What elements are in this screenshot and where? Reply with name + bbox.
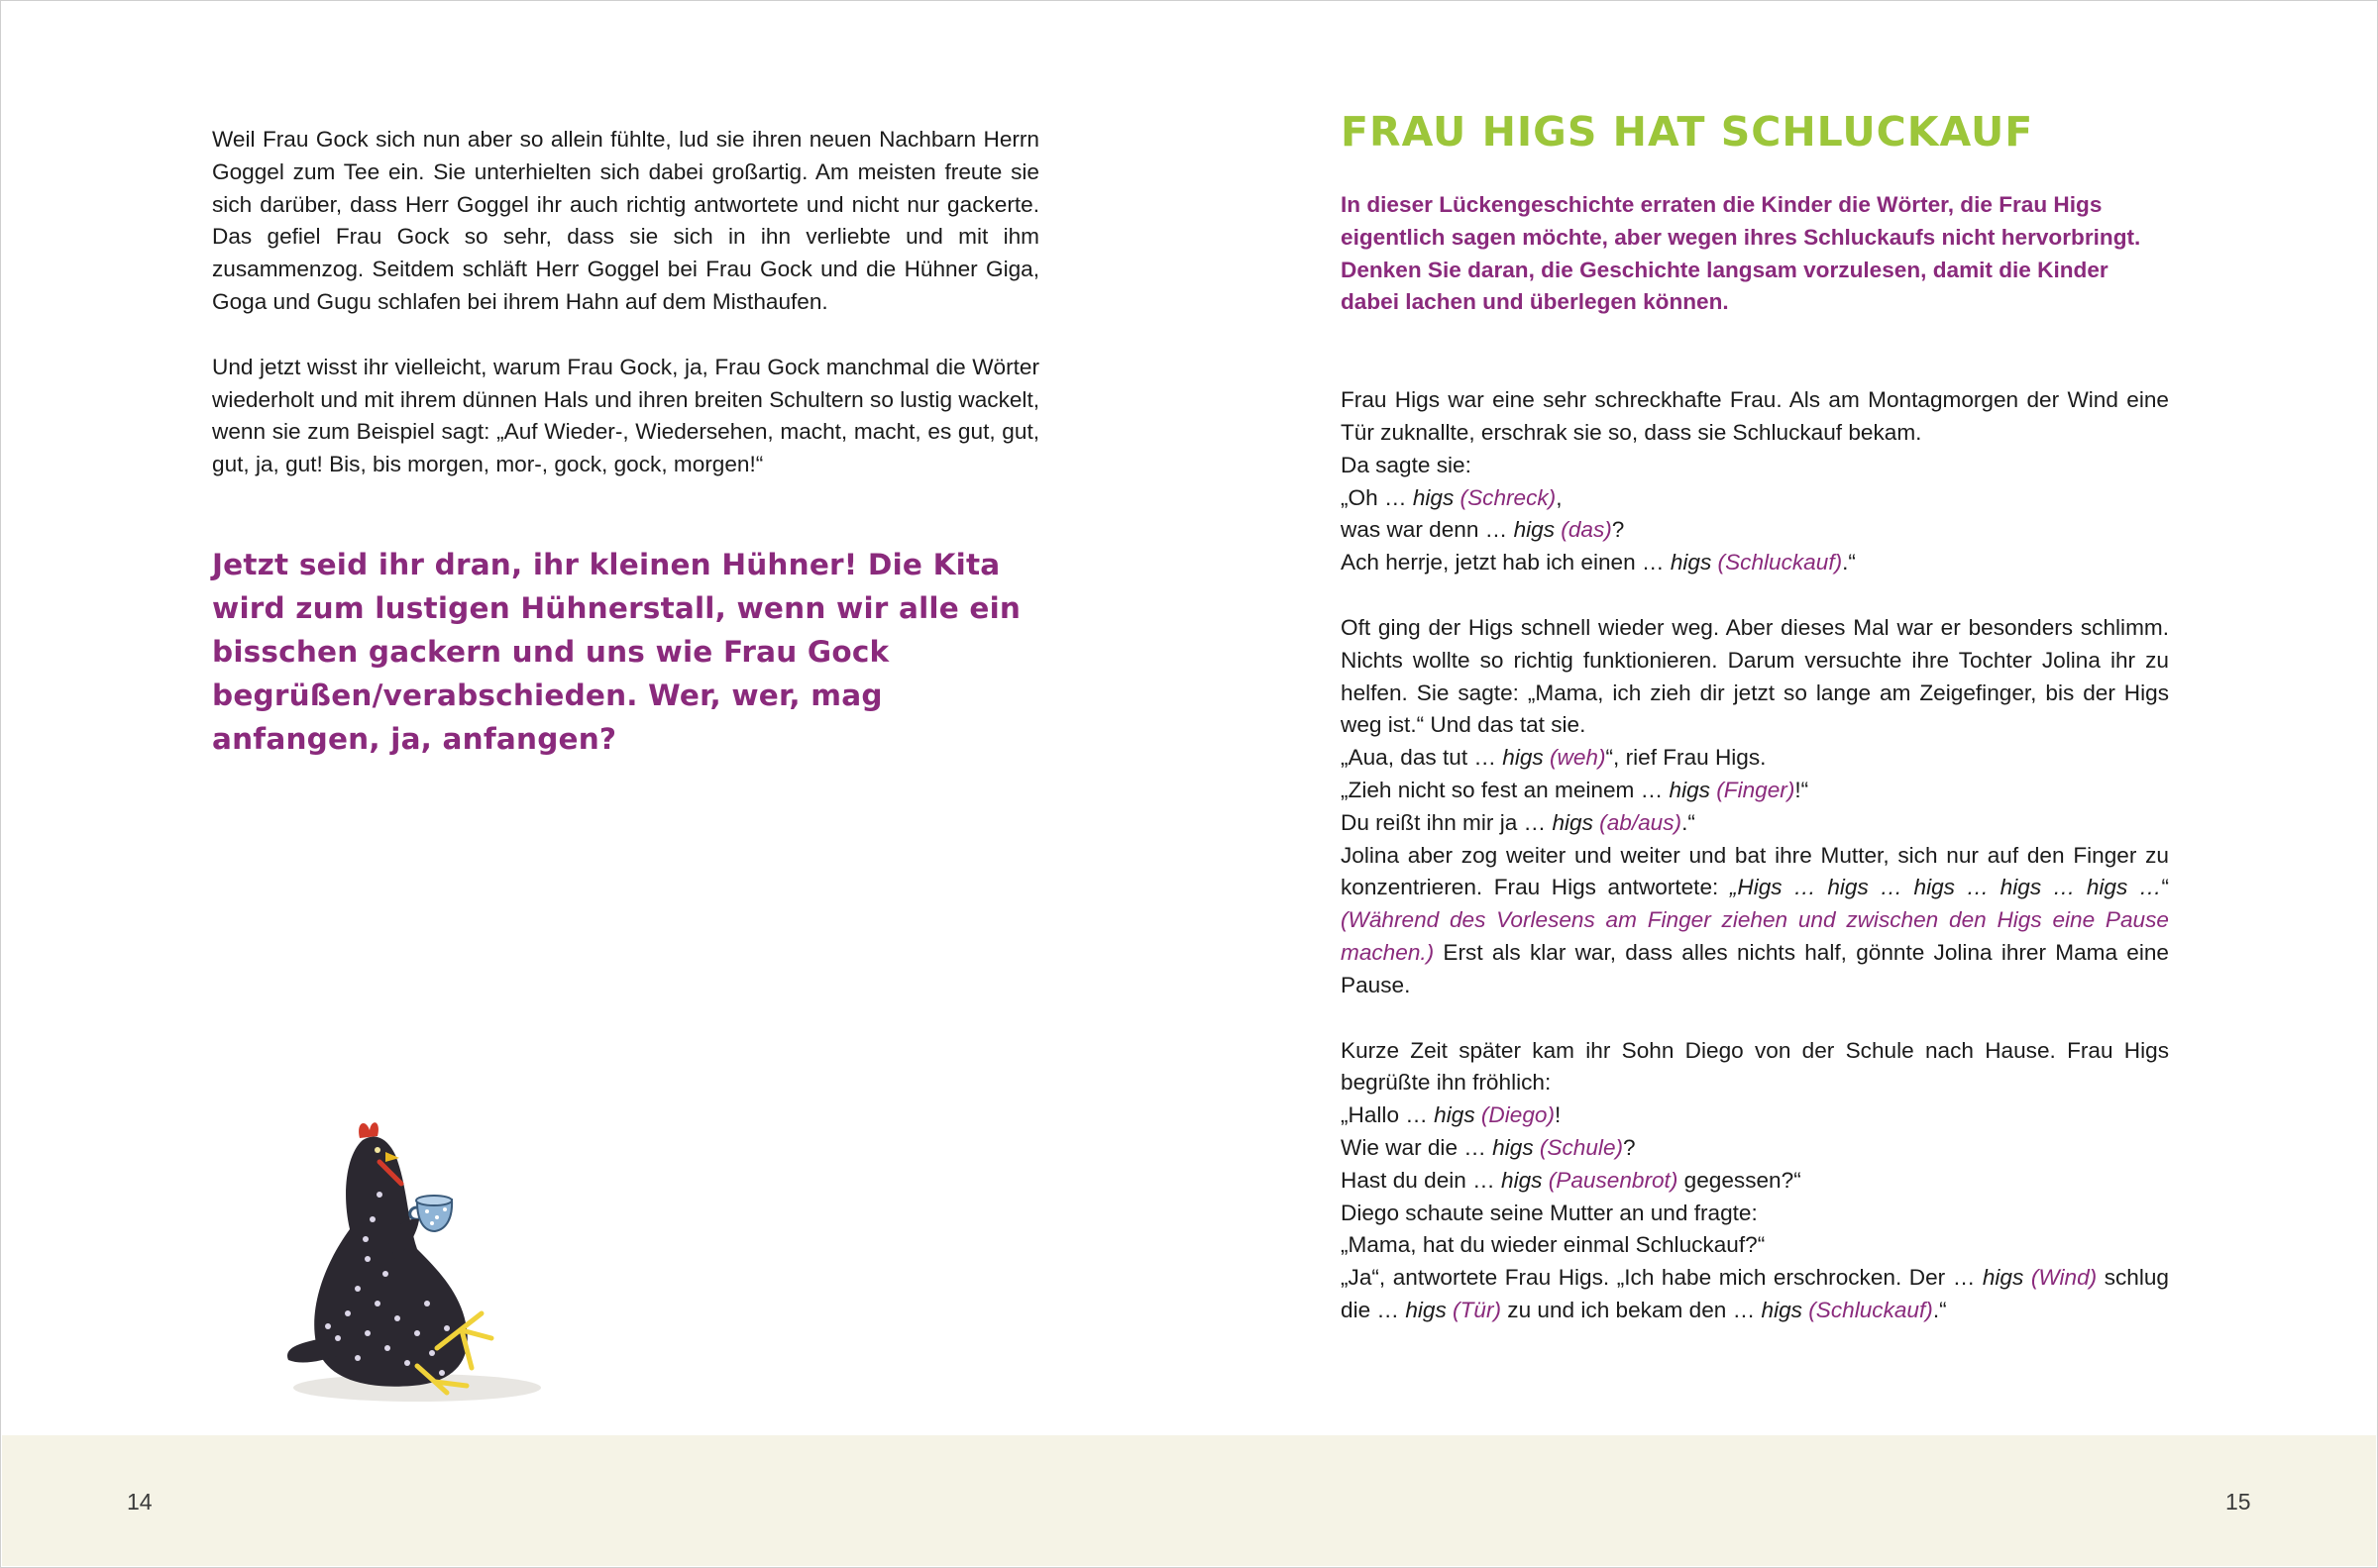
story-intro: In dieser Lückengeschichte erraten die Kinder die Wörter, die Frau Higs eigentlich sagen möchte, aber wegen ihres Schluckaufs nicht hervorbringt. Denken Sie daran, die Geschichte langsam vorzulesen, damit die Kinder dabei lachen und überlegen können. <box>1341 192 2141 315</box>
page-number-right: 15 <box>2225 1489 2251 1515</box>
story-final: „Ja“, antwortete Frau Higs. „Ich habe mich erschrocken. Der … higs (Wind) schlug die … higs (Tür) zu und ich bekam den … higs (Schluckauf).“ <box>1341 1265 2169 1322</box>
callout-kita-activity: Jetzt seid ihr dran, ihr kleinen Hühner! Die Kita wird zum lustigen Hühnerstall, wenn wir alle ein bisschen gackern und uns wie Frau Gock begrüßen/verabschieden. Wer, wer, mag anfangen, ja, anfangen? <box>212 547 1022 756</box>
story-line: was war denn … higs (das)? <box>1341 517 1625 543</box>
story-line: Da sagte sie: <box>1341 452 1471 477</box>
story-line: Ach herrje, jetzt hab ich einen … higs (Schluckauf).“ <box>1341 550 1856 575</box>
story-line: Diego schaute seine Mutter an und fragte: <box>1341 1200 1758 1225</box>
story-paragraph-3: Jolina aber zog weiter und weiter und bat ihre Mutter, sich nur auf den Finger zu konzentrieren. Frau Higs antwortete: „Higs … higs … higs … higs … higs …“ (Während des Vorlesens am Finger ziehen und zwischen den Higs eine Pause machen.) Erst als klar war, dass alles nichts half, gönnte Jolina ihrer Mama eine Pause. <box>1341 842 2169 997</box>
hen-with-teacup-icon <box>269 1100 546 1408</box>
paragraph-frau-gock-words: Und jetzt wisst ihr vielleicht, warum Frau Gock, ja, Frau Gock manchmal die Wörter wiederholt und mit ihrem dünnen Hals und ihren breiten Schultern so lustig wackelt, wenn sie zum Beispiel sagt: „Auf Wieder-, Wiedersehen, macht, macht, es gut, gut, gut, ja, gut! Bis, bis morgen, mor-, gock, gock, morgen!“ <box>212 354 1039 477</box>
story-line: „Zieh nicht so fest an meinem … higs (Finger)!“ <box>1341 777 1809 802</box>
story-line: Hast du dein … higs (Pausenbrot) gegessen?“ <box>1341 1167 1801 1193</box>
story-sentence-1: Frau Higs war eine sehr schreckhafte Frau. Als am Montagmorgen der Wind eine Tür zuknallte, erschrak sie so, dass sie Schluckauf bekam. <box>1341 387 2169 445</box>
right-page-text <box>1341 104 2169 1327</box>
footer-band <box>2 1435 2376 1566</box>
story-line: „Oh … higs (Schreck), <box>1341 484 1563 510</box>
story-title: FRAU HIGS HAT SCHLUCKAUF <box>1341 108 2034 156</box>
left-page-text <box>212 124 1039 761</box>
story-line: Du reißt ihn mir ja … higs (ab/aus).“ <box>1341 809 1695 835</box>
story-paragraph-2: Oft ging der Higs schnell wieder weg. Aber dieses Mal war er besonders schlimm. Nichts wollte so richtig funktionieren. Darum versuchte ihre Tochter Jolina ihr zu helfen. Sie sagte: „Mama, ich zieh dir jetzt so lange am Zeigefinger, bis der Higs weg ist.“ Und das tat sie. <box>1341 614 2169 738</box>
paragraph-frau-gock-tea: Weil Frau Gock sich nun aber so allein fühlte, lud sie ihren neuen Nachbarn Herrn Goggel zum Tee ein. Sie unterhielten sich dabei großartig. Am meisten freute sie sich darüber, dass Herr Goggel ihr auch richtig antwortete und nicht nur gackerte. Das gefiel Frau Gock so sehr, dass sie sich in ihn verliebte und mit ihm zusammenzog. Seitdem schläft Herr Goggel bei Frau Gock und die Hühner Giga, Goga und Gugu schlafen bei ihrem Hahn auf dem Misthaufen. <box>212 127 1039 314</box>
story-body <box>1341 384 2169 1327</box>
story-line: „Aua, das tut … higs (weh)“, rief Frau Higs. <box>1341 745 1767 771</box>
story-line: „Hallo … higs (Diego)! <box>1341 1102 1562 1128</box>
story-line: Wie war die … higs (Schule)? <box>1341 1134 1636 1160</box>
page-number-left: 14 <box>127 1489 153 1515</box>
story-line: „Mama, hat du wieder einmal Schluckauf?“ <box>1341 1232 1766 1258</box>
story-paragraph-4: Kurze Zeit später kam ihr Sohn Diego von der Schule nach Hause. Frau Higs begrüßte ihn fröhlich: <box>1341 1037 2169 1096</box>
left-body <box>212 124 1039 481</box>
